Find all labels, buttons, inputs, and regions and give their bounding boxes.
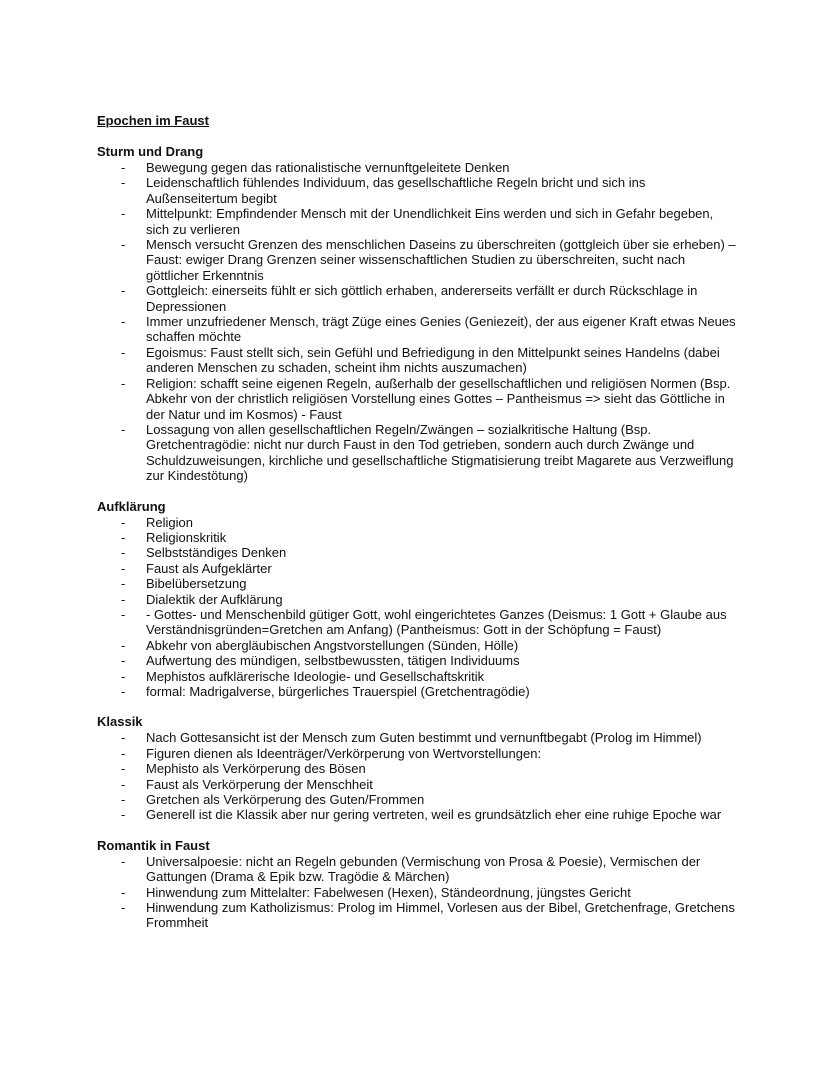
list-item-text: Religionskritik: [146, 529, 227, 545]
section-heading: Sturm und Drang: [97, 144, 204, 159]
dash-bullet-icon: -: [121, 237, 126, 253]
dash-bullet-icon: -: [121, 807, 126, 823]
list-item-text: Hinwendung zum Mittelalter: Fabelwesen (Hexen), Ständeordnung, jüngstes Gericht: [146, 884, 631, 900]
dash-bullet-icon: -: [121, 637, 126, 653]
list-item-text: Immer unzufriedener Mensch, trägt Züge eines Genies (Geniezeit), der aus eigener Kraft etwas Neues schaffen möchte: [146, 314, 736, 345]
list-item-text: Bibelübersetzung: [146, 576, 247, 592]
dash-bullet-icon: -: [121, 529, 126, 545]
list-item: [97, 283, 737, 314]
list-item-text: Abkehr von abergläubischen Angstvorstellungen (Sünden, Hölle): [146, 637, 519, 653]
dash-bullet-icon: -: [121, 900, 126, 916]
list-item-text: Hinwendung zum Katholizismus: Prolog im Himmel, Vorlesen aus der Bibel, Gretchenfrage, Gretchens Frommheit: [146, 900, 735, 931]
list-item: [97, 807, 737, 822]
dash-bullet-icon: -: [121, 776, 126, 792]
section-heading: Klassik: [97, 714, 143, 730]
list-item: [97, 592, 737, 607]
list-item-text: Lossagung von allen gesellschaftlichen Regeln/Zwängen – sozialkritische Haltung (Bsp. Gretchentragödie: nicht nur durch Faust in den Tod getrieben, sondern auch durch Zwänge und Schuldzuweisungen, kirchliche und gesellschaftliche Stigmatisierung treibt Magarete aus Verzweiflung zur Kindestötung): [146, 421, 734, 484]
list-item-text: Faust als Aufgeklärter: [146, 560, 272, 576]
section: [97, 714, 737, 822]
list-item: [97, 900, 737, 931]
list-item-text: Mittelpunkt: Empfindender Mensch mit der Unendlichkeit Eins werden und sich in Gefahr begeben, sich zu verlieren: [146, 206, 714, 237]
list-item-text: Mephistos aufklärerische Ideologie- und Gesellschaftskritik: [146, 668, 485, 684]
dash-bullet-icon: -: [121, 560, 126, 576]
list-item-text: Bewegung gegen das rationalistische vernunftgeleitete Denken: [146, 160, 510, 175]
dash-bullet-icon: -: [121, 606, 126, 622]
section: [97, 144, 737, 484]
list-item: [97, 761, 737, 776]
list-item: [97, 653, 737, 668]
list-item: [97, 792, 737, 807]
dash-bullet-icon: -: [121, 175, 126, 191]
list-item: [97, 684, 737, 699]
list-item: [97, 345, 737, 376]
list-item: [97, 746, 737, 761]
list-item: [97, 885, 737, 900]
list-item: [97, 515, 737, 530]
list-item: [97, 530, 737, 545]
list-item: [97, 314, 737, 345]
list-item: [97, 777, 737, 792]
dash-bullet-icon: -: [121, 283, 126, 299]
list-item-text: Generell ist die Klassik aber nur gering vertreten, weil es grundsätzlich eher eine ruhige Epoche war: [146, 807, 722, 823]
dash-bullet-icon: -: [121, 730, 126, 746]
list-item: [97, 237, 737, 283]
dash-bullet-icon: -: [121, 545, 126, 561]
list-item-text: Universalpoesie: nicht an Regeln gebunden (Vermischung von Prosa & Poesie), Vermischen der Gattungen (Drama & Epik bzw. Tragödie & Märchen): [146, 853, 701, 885]
document-title: Epochen im Faust: [97, 113, 209, 128]
section: [97, 499, 737, 700]
list-item: [97, 545, 737, 560]
dash-bullet-icon: -: [121, 375, 126, 391]
dash-bullet-icon: -: [121, 314, 126, 330]
list-item-text: Egoismus: Faust stellt sich, sein Gefühl und Befriedigung in den Mittelpunkt seines Handelns (dabei anderen Menschen zu schaden, scheint ihm nichts auszumachen): [146, 344, 720, 376]
document-content: [97, 113, 737, 946]
dash-bullet-icon: -: [121, 344, 126, 360]
dash-bullet-icon: -: [121, 668, 126, 684]
list-item: [97, 160, 737, 175]
list-item: [97, 561, 737, 576]
dash-bullet-icon: -: [121, 792, 126, 808]
list-item: [97, 730, 737, 745]
dash-bullet-icon: -: [121, 884, 126, 900]
dash-bullet-icon: -: [121, 576, 126, 592]
dash-bullet-icon: -: [121, 684, 126, 699]
dash-bullet-icon: -: [121, 514, 126, 530]
list-item: [97, 669, 737, 684]
list-item-text: Religion: schafft seine eigenen Regeln, außerhalb der gesellschaftlichen und religiösen Normen (Bsp. Abkehr von der christlich religiösen Vorstellung eines Gottes – Pantheismus => sieht das Göttliche in der Natur und im Kosmos) - Faust: [146, 375, 731, 422]
dash-bullet-icon: -: [121, 853, 126, 869]
bullet-list: [97, 854, 737, 931]
list-item-text: Figuren dienen als Ideenträger/Verkörperung von Wertvorstellungen:: [146, 745, 542, 761]
list-item-text: Dialektik der Aufklärung: [146, 591, 283, 607]
list-item: [97, 175, 737, 206]
dash-bullet-icon: -: [121, 160, 126, 175]
list-item-text: formal: Madrigalverse, bürgerliches Trauerspiel (Gretchentragödie): [146, 684, 530, 699]
list-item-text: Selbstständiges Denken: [146, 545, 287, 561]
dash-bullet-icon: -: [121, 653, 126, 669]
list-item-text: Nach Gottesansicht ist der Mensch zum Guten bestimmt und vernunftbegabt (Prolog im Himmel): [146, 730, 702, 746]
list-item-text: - Gottes- und Menschenbild gütiger Gott, wohl eingerichtetes Ganzes (Deismus: 1 Gott + Glaube aus Verständnisgründen=Gretchen am Anfang) (Pantheismus: Gott in der Schöpfung = Faust): [146, 606, 727, 638]
dash-bullet-icon: -: [121, 745, 126, 761]
list-item: [97, 422, 737, 484]
sections-container: [97, 144, 737, 931]
list-item: [97, 607, 737, 638]
list-item-text: Gretchen als Verkörperung des Guten/Frommen: [146, 792, 425, 808]
dash-bullet-icon: -: [121, 591, 126, 607]
dash-bullet-icon: -: [121, 761, 126, 777]
bullet-list: [97, 730, 737, 822]
list-item: [97, 854, 737, 885]
list-item-text: Faust als Verkörperung der Menschheit: [146, 776, 373, 792]
section: [97, 838, 737, 931]
list-item: [97, 206, 737, 237]
list-item: [97, 638, 737, 653]
list-item: [97, 576, 737, 591]
section-heading: Romantik in Faust: [97, 837, 210, 853]
list-item-text: Mephisto als Verkörperung des Bösen: [146, 761, 366, 777]
dash-bullet-icon: -: [121, 421, 126, 437]
list-item-text: Religion: [146, 514, 193, 530]
list-item-text: Mensch versucht Grenzen des menschlichen Daseins zu überschreiten (gottgleich über sie erheben) – Faust: ewiger Drang Grenzen seiner wissenschaftlichen Studien zu überschreiten, sucht nach göttlicher Erkenntnis: [146, 237, 736, 283]
list-item: [97, 376, 737, 422]
list-item-text: Leidenschaftlich fühlendes Individuum, das gesellschaftliche Regeln bricht und sich ins Außenseitertum begibt: [146, 175, 646, 206]
list-item-text: Gottgleich: einerseits fühlt er sich göttlich erhaben, andererseits verfällt er durch Rückschlage in Depressionen: [146, 283, 698, 314]
bullet-list: [97, 160, 737, 484]
dash-bullet-icon: -: [121, 206, 126, 222]
list-item-text: Aufwertung des mündigen, selbstbewussten, tätigen Individuums: [146, 653, 520, 669]
bullet-list: [97, 515, 737, 700]
section-heading: Aufklärung: [97, 498, 166, 514]
